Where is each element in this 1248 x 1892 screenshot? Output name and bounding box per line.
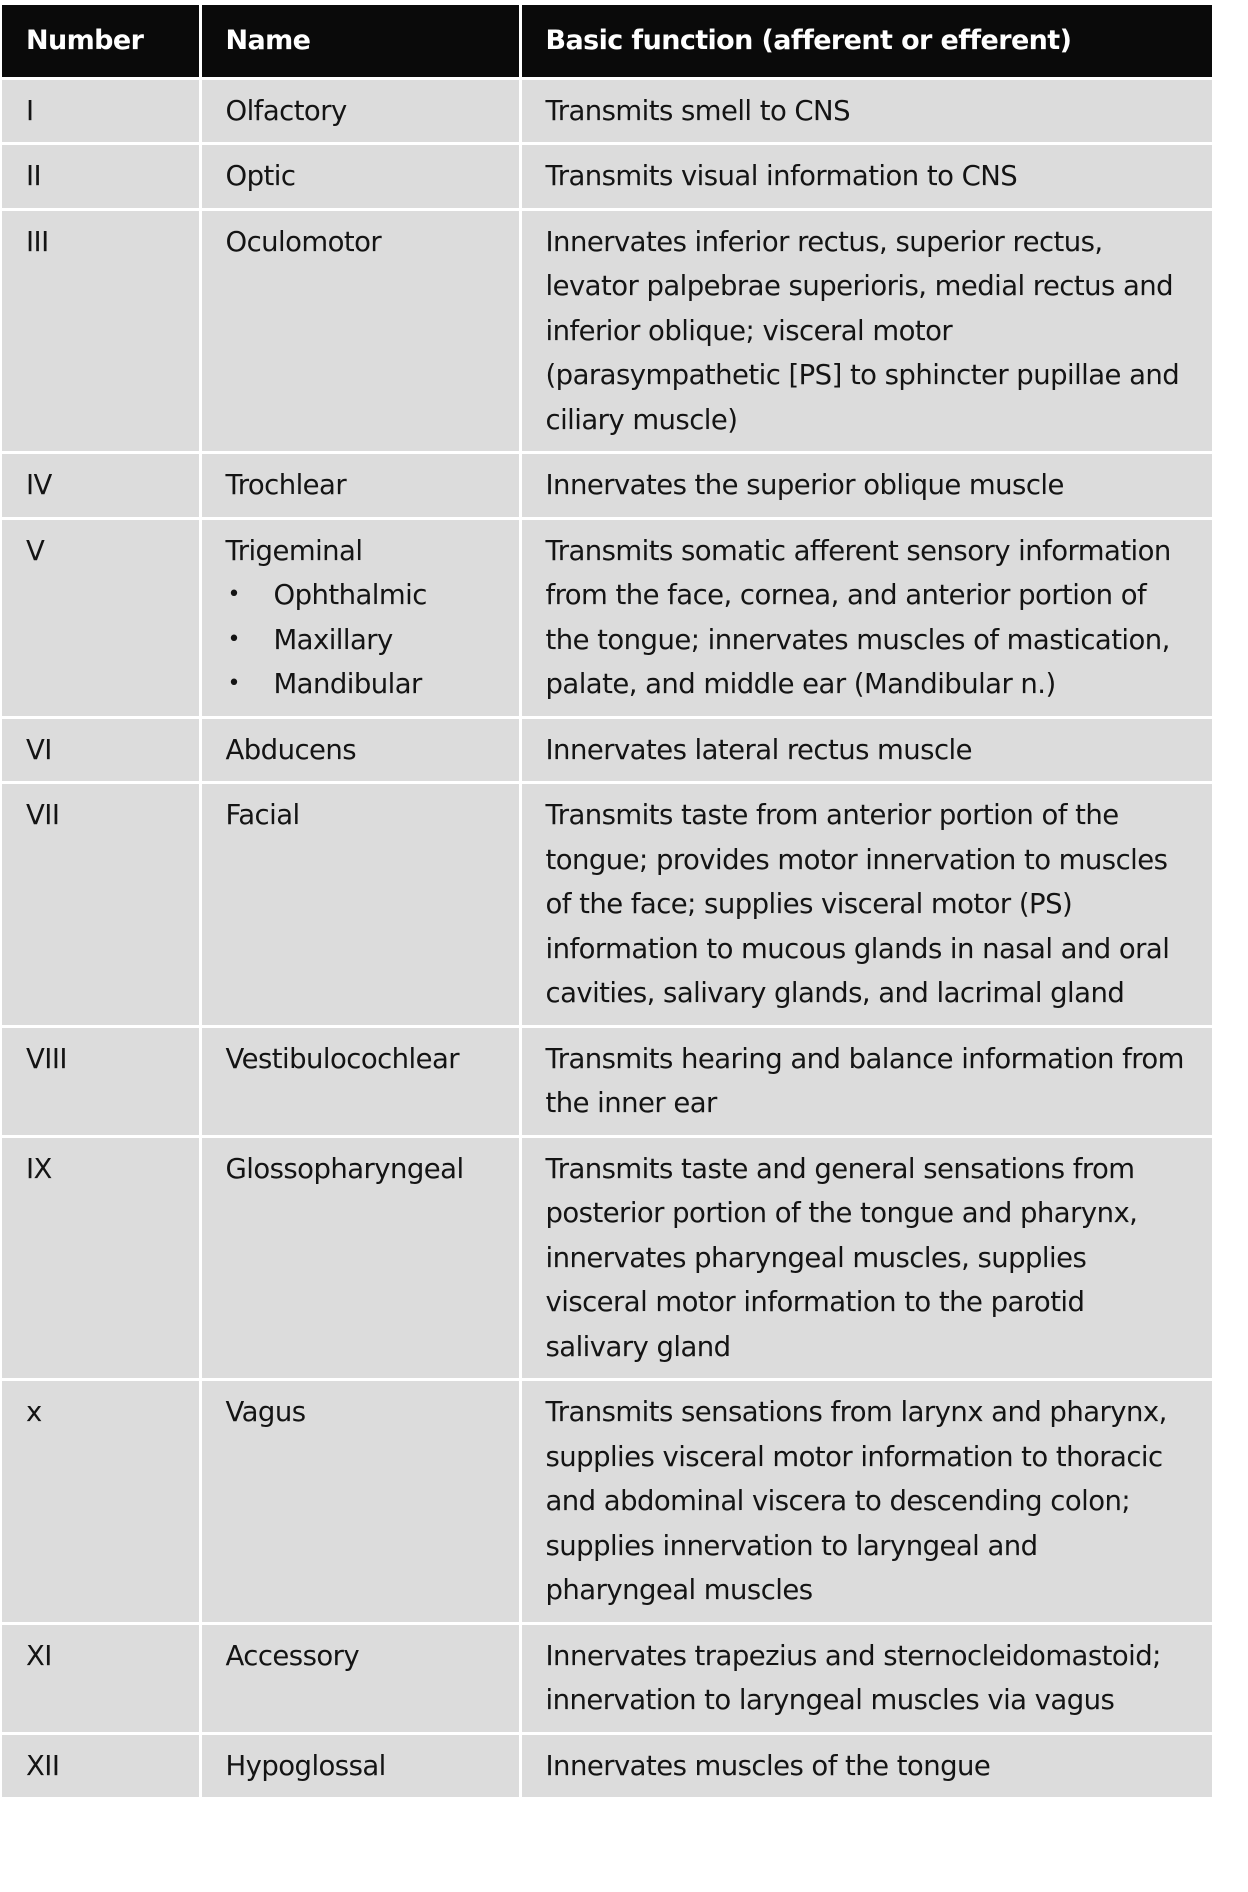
table-header [2,5,1212,78]
table-row [2,1026,1212,1136]
cell-function: Innervates trapezius and sternocleidomastoid; innervation to laryngeal muscles via vagus [520,1623,1212,1733]
table-row [2,717,1212,783]
table-row [2,209,1212,453]
cell-name: Vagus [200,1380,520,1624]
bullet-icon: • [227,671,240,696]
cell-number: XII [2,1733,200,1797]
cell-name: Glossopharyngeal [200,1136,520,1380]
cell-function: Transmits taste from anterior portion of the tongue; provides motor innervation to muscles of the face; supplies visceral motor (PS) information to mucous glands in nasal and oral cavities, salivary glands, and lacrimal gland [520,783,1212,1027]
branch-item [226,662,499,707]
table-row [2,144,1212,210]
cell-number: I [2,78,200,144]
cell-function: Transmits visual information to CNS [520,144,1212,210]
cranial-nerves-table-container [2,5,1212,1797]
branch-list [226,573,499,707]
table-row [2,1136,1212,1380]
cell-name: Optic [200,144,520,210]
branch-item [226,573,499,618]
cell-name: Accessory [200,1623,520,1733]
cell-function: Transmits smell to CNS [520,78,1212,144]
nerve-name: Trigeminal [225,534,363,567]
cell-number: IX [2,1136,200,1380]
cell-number: II [2,144,200,210]
branch-item [226,618,499,663]
cell-function: Innervates inferior rectus, superior rectus, levator palpebrae superioris, medial rectus and inferior oblique; visceral motor (parasympathetic [PS] to sphincter pupillae and ciliary muscle) [520,209,1212,453]
cell-function: Innervates lateral rectus muscle [520,717,1212,783]
cranial-nerves-table [2,5,1212,1797]
cell-name: Hypoglossal [200,1733,520,1797]
table-body [2,78,1212,1797]
cell-function: Transmits sensations from larynx and pharynx, supplies visceral motor information to thoracic and abdominal viscera to descending colon; supplies innervation to laryngeal and pharyngeal muscles [520,1380,1212,1624]
bullet-icon: • [227,582,240,607]
table-row [2,78,1212,144]
column-header-name: Name [200,5,520,78]
column-header-function: Basic function (afferent or efferent) [520,5,1212,78]
cell-number: V [2,518,200,717]
cell-name: Trochlear [200,453,520,519]
table-row [2,1733,1212,1797]
cell-function: Innervates muscles of the tongue [520,1733,1212,1797]
table-row [2,453,1212,519]
cell-number: VII [2,783,200,1027]
table-row [2,783,1212,1027]
branch-label: Maxillary [273,623,393,656]
cell-function: Transmits somatic afferent sensory information from the face, cornea, and anterior portion of the tongue; innervates muscles of mastication, palate, and middle ear (Mandibular n.) [520,518,1212,717]
table-row [2,518,1212,717]
cell-name: Olfactory [200,78,520,144]
cell-number: III [2,209,200,453]
cell-name: Facial [200,783,520,1027]
bullet-icon: • [227,626,240,652]
cell-function: Transmits hearing and balance information from the inner ear [520,1026,1212,1136]
cell-number: XI [2,1623,200,1733]
cell-name-trigeminal [200,518,520,717]
cell-name: Abducens [200,717,520,783]
cell-name: Vestibulocochlear [200,1026,520,1136]
cell-number: IV [2,453,200,519]
column-header-number: Number [2,5,200,78]
header-row [2,5,1212,78]
cell-number: x [2,1380,200,1624]
table-row [2,1380,1212,1624]
table-row [2,1623,1212,1733]
cell-function: Transmits taste and general sensations from posterior portion of the tongue and pharynx, innervates pharyngeal muscles, supplies visceral motor information to the parotid salivary gland [520,1136,1212,1380]
cell-number: VIII [2,1026,200,1136]
cell-function: Innervates the superior oblique muscle [520,453,1212,519]
cell-name: Oculomotor [200,209,520,453]
branch-label: Ophthalmic [273,579,427,611]
cell-number: VI [2,717,200,783]
branch-label: Mandibular [273,668,422,700]
